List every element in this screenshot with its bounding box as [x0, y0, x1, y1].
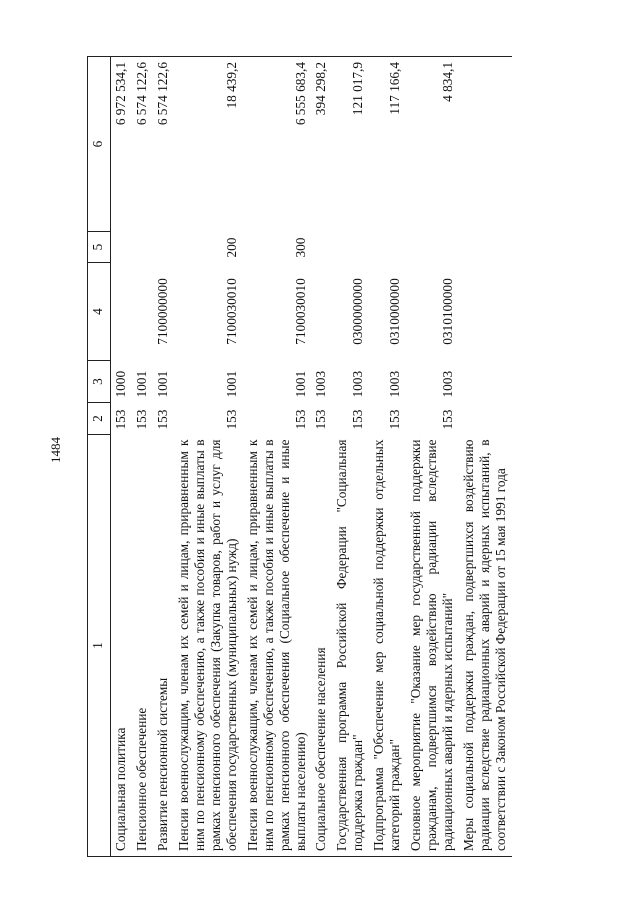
row-ministry-code: 153 [292, 409, 308, 430]
row-amount: 6 574 122,6 [132, 57, 153, 232]
row-target-code: 7100030010 [292, 278, 308, 345]
row-target-code: 0310000000 [387, 278, 403, 345]
row-ministry-code: 153 [133, 409, 149, 430]
row-ministry-code: 153 [223, 409, 239, 430]
row-ministry-code: 153 [113, 409, 128, 430]
header-cell: 1 [88, 435, 111, 857]
row-amount: 117 166,4 [369, 57, 406, 232]
row-ministry-code: 153 [154, 409, 170, 430]
header-cell: 5 [88, 232, 111, 263]
header-cell: 4 [88, 263, 111, 361]
row-ministry-code [459, 403, 512, 435]
table-header-row [88, 57, 111, 857]
row-amount: 18 439,2 [174, 57, 243, 232]
row-name: Государственная программа Российской Федерации "Социальная поддержка граждан" [332, 435, 369, 857]
row-expense-type [369, 232, 406, 263]
table-row [311, 57, 332, 857]
row-target-code [132, 263, 153, 361]
row-amount: 4 834,1 [406, 57, 459, 232]
row-section-code: 1003 [440, 370, 456, 398]
row-ministry-code: 153 [313, 409, 329, 430]
page-number: 1484 [48, 437, 63, 463]
row-amount [459, 57, 512, 232]
row-expense-type [132, 232, 153, 263]
row-section-code: 1003 [313, 370, 329, 398]
table-row [132, 57, 153, 857]
row-name: Социальное обеспечение населения [311, 435, 332, 857]
row-name: Основное мероприятие "Оказание мер государственной поддержки гражданам, подвергшимся воздействию радиации вследствие радиационных аварий и ядерных испытаний" [406, 435, 459, 857]
row-ministry-code: 153 [387, 409, 403, 430]
row-name: Социальная политика [111, 435, 132, 857]
row-name: Развитие пенсионной системы [153, 435, 174, 857]
row-expense-type: 200 [223, 237, 239, 258]
row-section-code [459, 361, 512, 403]
row-section-code: 1001 [133, 370, 149, 398]
row-ministry-code: 153 [440, 409, 456, 430]
row-name: Подпрограмма "Обеспечение мер социальной поддержки отдельных категорий граждан" [369, 435, 406, 857]
row-section-code: 1001 [223, 370, 239, 398]
row-section-code: 1001 [292, 370, 308, 398]
header-cell: 3 [88, 361, 111, 403]
table-row [174, 57, 243, 857]
row-amount: 6 555 683,4 [243, 57, 312, 232]
row-expense-type [111, 232, 132, 263]
row-expense-type: 300 [292, 237, 308, 258]
row-expense-type [153, 232, 174, 263]
row-amount: 6 972 534,1 [111, 57, 132, 232]
row-ministry-code: 153 [350, 409, 366, 430]
row-target-code: 7100030010 [223, 278, 239, 345]
table-row [243, 57, 312, 857]
table-row [332, 57, 369, 857]
row-section-code: 1003 [350, 370, 366, 398]
budget-table [87, 56, 512, 857]
row-expense-type [332, 232, 369, 263]
row-expense-type [406, 232, 459, 263]
row-target-code: 0310100000 [440, 278, 456, 345]
row-amount: 121 017,9 [332, 57, 369, 232]
row-amount: 6 574 122,6 [153, 57, 174, 232]
table-row [459, 57, 512, 857]
row-expense-type [459, 232, 512, 263]
table-row [153, 57, 174, 857]
row-name: Пенсионное обеспечение [132, 435, 153, 857]
budget-table-rotated [87, 57, 578, 857]
row-amount: 394 298,2 [311, 57, 332, 232]
row-section-code: 1001 [154, 370, 170, 398]
header-cell: 6 [88, 57, 111, 232]
row-target-code [311, 263, 332, 361]
row-section-code: 1000 [113, 370, 128, 398]
row-name: Пенсии военнослужащим, членам их семей и лицам, приравненным к ним по пенсионному обеспечению, а также пособия и иные выплаты в рамках пенсионного обеспечения (Закупка товаров, работ и услуг для обеспечения государственных (муниципальных) нужд) [174, 435, 243, 857]
row-target-code [111, 263, 132, 361]
row-target-code [459, 263, 512, 361]
row-section-code: 1003 [387, 370, 403, 398]
table-row [406, 57, 459, 857]
row-name: Пенсии военнослужащим, членам их семей и лицам, приравненным к ним по пенсионному обеспечению, а также пособия и иные выплаты в рамках пенсионного обеспечения (Социальное обеспечение и иные выплаты населению) [243, 435, 312, 857]
row-target-code: 0300000000 [350, 278, 366, 345]
row-name: Меры социальной поддержки граждан, подвергшихся воздействию радиации вследствие радиационных аварий и ядерных испытаний, в соответствии с Законом Российской Федерации от 15 мая 1991 года [459, 435, 512, 857]
header-cell: 2 [88, 403, 111, 435]
row-target-code: 7100000000 [154, 278, 170, 345]
table-row [111, 57, 132, 857]
row-expense-type [311, 232, 332, 263]
table-row [369, 57, 406, 857]
